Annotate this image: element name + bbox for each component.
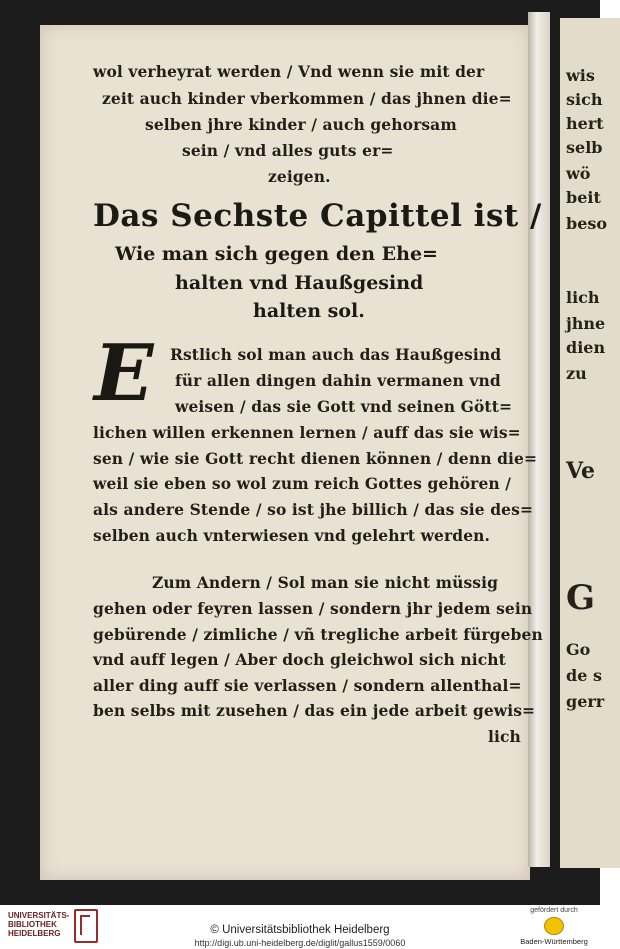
facing-line: lich <box>566 288 600 307</box>
text-line: für allen dingen dahin vermanen vnd <box>175 371 501 390</box>
chapter-subtitle-line: halten vnd Haußgesind <box>175 272 424 294</box>
text-line: lichen willen erkennen lernen / auff das sie wis= <box>93 423 521 442</box>
state-emblem-icon <box>544 917 564 935</box>
chapter-title: Das Sechste Capittel ist / <box>93 198 542 234</box>
copyright-notice: © Universitätsbibliothek Heidelberg <box>210 924 390 936</box>
facing-line: beit <box>566 188 601 207</box>
text-line: weil sie eben so wol zum reich Gottes gehören / <box>93 474 512 493</box>
permalink-url[interactable]: http://digi.ub.uni-heidelberg.de/diglit/gallus1559/0060 <box>194 938 406 948</box>
library-logo[interactable]: UNIVERSITÄTS- BIBLIOTHEK HEIDELBERG <box>8 911 70 938</box>
facing-line: zu <box>566 364 587 383</box>
facing-line: wis <box>566 66 595 85</box>
funder-name: Baden-Württemberg <box>520 937 588 946</box>
chapter-subtitle-line: halten sol. <box>253 300 365 322</box>
text-line: weisen / das sie Gott vnd seinen Gött= <box>175 397 513 416</box>
facing-line: wö <box>566 164 591 183</box>
text-line: zeigen. <box>268 167 331 186</box>
text-line: selben jhre kinder / auch gehorsam <box>145 115 457 134</box>
facing-line: G <box>566 578 596 618</box>
text-line: wol verheyrat werden / Vnd wenn sie mit der <box>93 62 485 81</box>
facing-line: de s <box>566 666 602 685</box>
text-line: Zum Andern / Sol man sie nicht müssig <box>152 573 499 592</box>
facing-page-fragment <box>560 18 620 868</box>
text-line: selben auch vnterwiesen vnd gelehrt werden. <box>93 526 491 545</box>
facing-line: Go <box>566 640 591 659</box>
facing-line: beso <box>566 214 608 233</box>
facing-line: dien <box>566 338 606 357</box>
facing-line: Ve <box>566 458 596 484</box>
text-line: als andere Stende / so ist jhe billich / das sie des= <box>93 500 534 519</box>
text-line: sen / wie sie Gott recht dienen können / denn die= <box>93 449 538 468</box>
viewer-footer <box>0 905 600 949</box>
facing-line: gerr <box>566 692 605 711</box>
text-line: sein / vnd alles guts er= <box>182 141 394 160</box>
text-line: zeit auch kinder vberkommen / das jhnen die= <box>102 89 512 108</box>
funded-by-label: gefördert durch <box>530 907 578 914</box>
facing-line: selb <box>566 138 603 157</box>
text-line: vnd auff legen / Aber doch gleichwol sich nicht <box>93 650 506 669</box>
text-line: ben selbs mit zusehen / das ein jede arbeit gewis= <box>93 701 536 720</box>
page-gutter <box>528 12 550 867</box>
facing-line: sich <box>566 90 603 109</box>
chapter-subtitle-line: Wie man sich gegen den Ehe= <box>115 243 438 265</box>
facing-line: hert <box>566 114 604 133</box>
funder-block <box>514 907 594 946</box>
facing-line: jhne <box>566 314 606 333</box>
drop-cap-initial: E <box>94 328 154 419</box>
text-line: gebürende / zimliche / vñ tregliche arbeit fürgeben <box>93 625 543 644</box>
catchword: lich <box>488 727 521 746</box>
text-line: Rstlich sol man auch das Haußgesind <box>170 345 502 364</box>
text-line: aller ding auff sie verlassen / sondern allenthal= <box>93 676 522 695</box>
text-line: gehen oder feyren lassen / sondern jhr jedem sein <box>93 599 533 618</box>
